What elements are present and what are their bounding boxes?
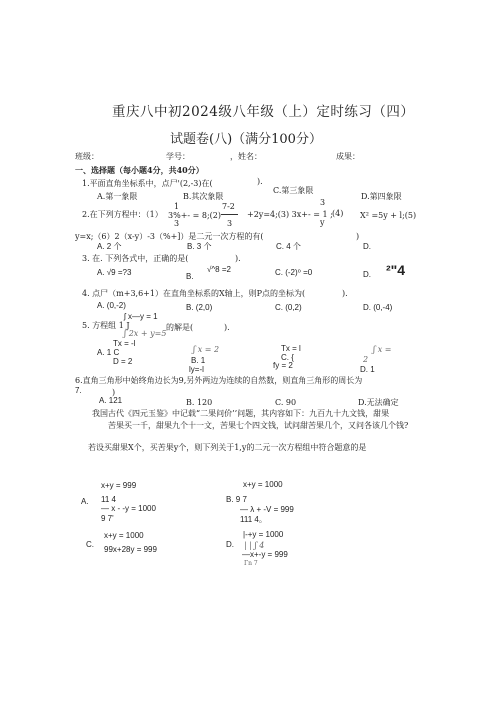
- q2-line2-end: ): [356, 232, 360, 241]
- q4-option-c: C. (0,2): [275, 303, 302, 312]
- q4-option-a: A. (0,-2): [97, 301, 126, 310]
- q5-b-line3: ly=-l: [189, 365, 204, 374]
- q7-a-line1: x+y = 999: [101, 481, 137, 490]
- q2-frac2-num: 7-2: [222, 202, 235, 211]
- q5-c-line1: Tx = l: [281, 344, 301, 353]
- q1-option-b: B.其次象限: [183, 192, 224, 201]
- q7-a-line2: 11 4: [101, 495, 116, 504]
- q5-brace-bottom: ʃ 2x + y=5: [124, 329, 167, 338]
- q7-b-line3: 111 4。: [240, 515, 267, 524]
- q2-option-d: D.: [363, 242, 371, 251]
- name-field-label: ，姓名：: [230, 152, 262, 161]
- q7-a-line4: 9 7': [101, 514, 114, 523]
- q7-d-line4: Γn 7: [244, 560, 258, 567]
- q5-stem-end: ).: [224, 323, 230, 332]
- q3-option-c: C. (-2)⁰ =0: [275, 268, 313, 277]
- q6-stem: 6.直角三角形中始终角边长为9,另外两边为连续的自然数，则直角三角形的周长为: [75, 376, 363, 385]
- q6-option-b: B. 120: [186, 398, 213, 407]
- q1-option-d: D.第四象限: [361, 192, 402, 201]
- q4-option-d: D. (0,-4): [363, 303, 393, 312]
- q3-stem: 3. 在. 下列各式中，正确的是(: [82, 254, 189, 263]
- q4-option-b: B. (2,0): [186, 303, 213, 312]
- q2-option-c: C. 4 个: [276, 242, 301, 251]
- q5-a-line3: D = 2: [113, 357, 133, 366]
- q5-prefix: 5. 方程组 1 J: [82, 321, 130, 330]
- q5-option-b: B. 1: [191, 356, 206, 365]
- q7-option-c: C.: [86, 540, 94, 549]
- q7-option-a: A.: [81, 497, 89, 506]
- q2-part4: (4): [332, 209, 344, 218]
- q6-option-c: C. 90: [275, 398, 297, 407]
- q2-frac1-num: 1: [174, 202, 180, 211]
- q3-option-b: B.: [186, 272, 194, 281]
- q7-option-b: B. 9 7: [226, 495, 247, 504]
- score-field-label: 成果：: [336, 152, 360, 161]
- q3-option-b-expr: √^8 =2: [207, 265, 231, 274]
- q2-frac2-bar: [221, 214, 238, 215]
- q2-line2: y=x;（6）2（x-y）-3（%+]）是二元一次方程的有(: [75, 232, 264, 241]
- q2-mid: 3%+- = 8;(2): [168, 211, 222, 220]
- q7-a-line3: — x - -y = 1000: [101, 504, 156, 513]
- q5-option-c: C. {: [281, 353, 294, 362]
- q4-stem: 4. 点尸（m+3,6+1）在直角坐标系的X轴上，则P点的坐标为(: [82, 289, 306, 298]
- q7-c-line2: 99x+28y = 999: [104, 545, 157, 554]
- q7-d-line2: | | ʃ 4: [244, 541, 265, 550]
- q5-option-a: A. 1 C: [97, 348, 120, 357]
- q7-paragraph-3: 若设买甜果X个，买苦果y个，则下列关于1,y的二元一次方程组中符合题意的是: [88, 443, 367, 452]
- q1-stem: 1.平面直角坐标系中，点尸'(2,-3)在(: [82, 179, 213, 188]
- q5-d-line2: 2: [363, 355, 369, 364]
- q2-stem: 2.在下列方程中：（1）: [82, 210, 163, 219]
- q2-option-a: A. 2 个: [97, 242, 122, 251]
- q2-part4b: X² =5y + l;(5): [360, 211, 417, 220]
- q5-b-line1: ʃ x = 2: [193, 345, 220, 354]
- q5-brace-top: ʃ x—y = 1: [124, 312, 158, 321]
- q5-d-line1: ʃ x =: [373, 345, 392, 354]
- q2-frac2-den: 3: [227, 219, 233, 228]
- q5-c-line3: fy = 2: [273, 361, 293, 370]
- class-field-label: 班级：: [75, 152, 99, 161]
- q3-option-d: D.: [363, 270, 371, 279]
- student-no-field-label: 学号：: [166, 152, 190, 161]
- q3-option-d-expr: ²"4: [386, 262, 406, 278]
- q5-option-d: D. 1: [360, 365, 375, 374]
- q2-option-b: B. 3 个: [187, 242, 212, 251]
- q7-b-line2: — λ + -V = 999: [240, 505, 294, 514]
- q6-paren: ): [112, 388, 116, 397]
- q7-d-line3: —x+-y = 999: [242, 550, 288, 559]
- q2-frac1-den: 3: [174, 219, 180, 228]
- q5-a-line1: Tx = -l: [113, 339, 136, 348]
- q1-stem-end: ).: [257, 177, 263, 186]
- section-heading: 一、选择题（每小题4分，共40分）: [75, 165, 204, 175]
- q6-option-d: D.无法确定: [358, 398, 399, 407]
- q7-paragraph-2: 苦果买一千，甜果九个十一文，苦果七个四文钱，试问甜苦果几个，又问各该几个钱?: [108, 421, 409, 430]
- q5-stem: 的解是(: [166, 323, 194, 332]
- q6-line2: 7.: [75, 386, 82, 395]
- q7-d-line1: |-+y = 1000: [243, 530, 284, 539]
- q2-part2: +2y=4;(3) 3x+- = 1 ;: [247, 210, 333, 219]
- q7-paragraph-1: 我国古代《四元玉鉴》中记载“二果问价’’问题，其内容如下：九百九十九文钱，甜果: [92, 409, 390, 418]
- q6-option-a: A. 121: [99, 396, 123, 405]
- page-subtitle: 试题卷(八)（满分100分）: [170, 132, 322, 147]
- q7-option-d: D.: [226, 540, 234, 549]
- q3-option-a: A. √9 =?3: [97, 268, 132, 277]
- q3-stem-end: ).: [235, 254, 241, 263]
- q4-stem-end: ).: [342, 289, 348, 298]
- q1-option-c: C.第三象限: [273, 186, 314, 195]
- q2-frac3-den: y: [320, 218, 325, 227]
- q7-c-line1: x+y = 1000: [104, 531, 144, 540]
- q7-b-line1: x+y = 1000: [243, 480, 283, 489]
- q2-frac3-num: 3: [320, 198, 326, 207]
- page-title: 重庆八中初2024级八年级（上）定时练习（四）: [112, 104, 415, 120]
- q1-option-a: A.第一象限: [97, 192, 138, 201]
